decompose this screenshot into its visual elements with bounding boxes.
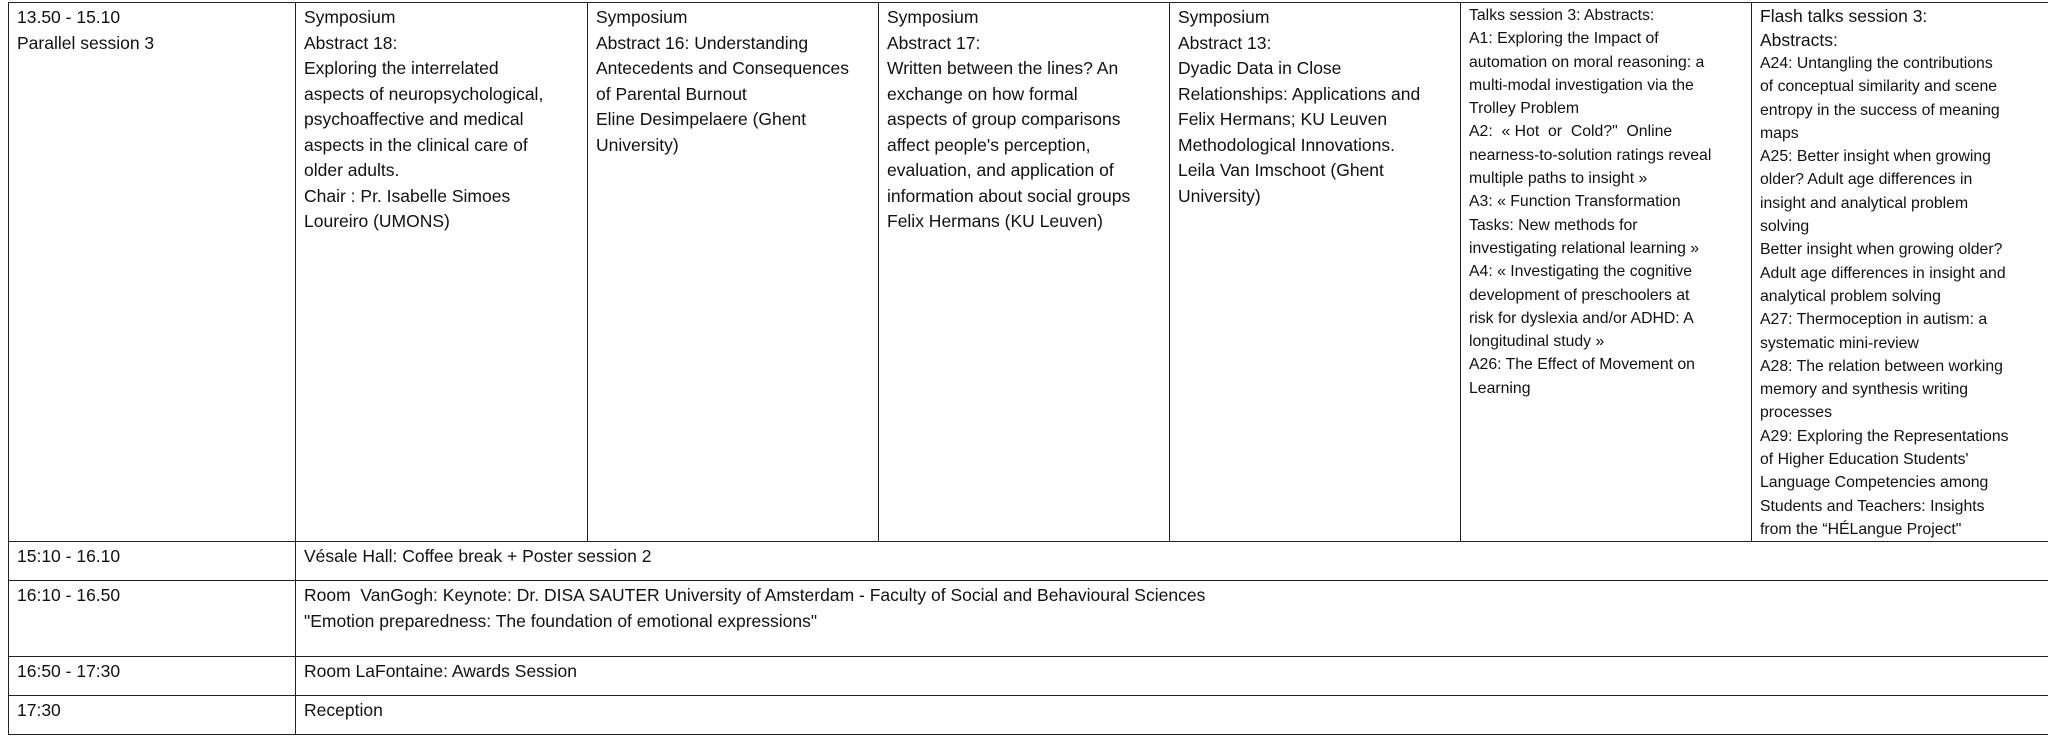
abstract-line: of Parental Burnout: [596, 83, 747, 104]
abstract-line: insight and analytical problem: [1760, 194, 1969, 212]
symposium-type: Symposium: [1178, 7, 1270, 27]
coffee-row: [9, 542, 2048, 581]
abstract-number: Abstract 17:: [887, 32, 981, 53]
awards-row: [9, 657, 2048, 696]
symposium-cell: [1170, 3, 1461, 542]
abstract-line: automation on moral reasoning: a: [1469, 53, 1705, 71]
abstract-line: Antecedents and Consequences: [596, 58, 849, 78]
abstract-line: of conceptual similarity and scene: [1760, 78, 1998, 96]
abstract-line: University): [596, 134, 679, 155]
abstract-line: Trolley Problem: [1469, 100, 1580, 118]
abstract-line: evaluation, and application of: [887, 160, 1114, 180]
abstract-line: A29: Exploring the Representations: [1760, 427, 2009, 445]
abstract-line: analytical problem solving: [1760, 287, 1941, 305]
symposium-type: Symposium: [887, 7, 979, 27]
abstract-line: systematic mini-review: [1760, 334, 1919, 352]
abstract-line: multi-modal investigation via the: [1469, 76, 1694, 94]
abstract-line: A27: Thermoception in autism: a: [1760, 311, 1988, 329]
abstract-line: A24: Untangling the contributions: [1760, 55, 1993, 72]
abstract-line: maps: [1760, 124, 1799, 142]
symposium-cell: [588, 3, 879, 542]
flash-list: [1760, 52, 2040, 541]
abstract-line: University): [1178, 185, 1261, 206]
abstract-line: Felix Hermans (KU Leuven): [887, 211, 1103, 231]
abstract-line: A3: « Function Transformation: [1469, 193, 1681, 211]
abstract-line: of Higher Education Students': [1760, 451, 1969, 469]
abstract-number: Abstract 13:: [1178, 32, 1272, 53]
awards-text: Room LaFontaine: Awards Session: [296, 657, 2048, 696]
abstract-line: development of preschoolers at: [1469, 286, 1690, 304]
talks-cell: [1461, 3, 1752, 542]
abstract-line: A25: Better insight when growing: [1760, 148, 1991, 166]
abstract-line: longitudinal study »: [1469, 333, 1605, 351]
abstract-line: older adults.: [304, 160, 400, 180]
keynote-time: 16:10 - 16.50: [9, 581, 296, 657]
abstract-line: information about social groups: [887, 185, 1131, 206]
abstract-line: Tasks: New methods for: [1469, 216, 1638, 234]
abstract-line: entropy in the success of meaning: [1760, 101, 2000, 119]
abstract-line: investigating relational learning »: [1469, 239, 1700, 257]
abstract-line: older? Adult age differences in: [1760, 171, 1973, 189]
abstract-line: processes: [1760, 404, 1832, 422]
parallel-session-row: [9, 3, 2048, 542]
coffee-text: Vésale Hall: Coffee break + Poster session 2: [296, 542, 2048, 581]
abstract-line: Students and Teachers: Insights: [1760, 497, 1985, 515]
keynote-line1: Room VanGogh: Keynote: Dr. DISA SAUTER University of Amsterdam - Faculty of Social and Behavioural Sciences: [304, 585, 1206, 606]
abstract-line: multiple paths to insight »: [1469, 170, 1648, 188]
schedule-table: [8, 2, 2048, 735]
reception-row: [9, 696, 2048, 735]
talks-list: [1469, 27, 1743, 400]
abstract-line: Chair : Pr. Isabelle Simoes: [304, 185, 511, 206]
abstract-line: Relationships: Applications and: [1178, 83, 1421, 104]
abstract-line: exchange on how formal: [887, 83, 1078, 104]
abstract-line: Methodological Innovations.: [1178, 134, 1395, 155]
abstract-line: A26: The Effect of Movement on: [1469, 356, 1695, 374]
keynote-cell: [296, 581, 2048, 657]
flash-talks-cell: [1752, 3, 2048, 542]
keynote-row: [9, 581, 2048, 657]
abstract-line: risk for dyslexia and/or ADHD: A: [1469, 309, 1694, 327]
abstract-line: solving: [1760, 218, 1810, 236]
awards-time: 16:50 - 17:30: [9, 657, 296, 696]
abstract-line: nearness-to-solution ratings reveal: [1469, 146, 1712, 164]
abstract-line: A4: « Investigating the cognitive: [1469, 263, 1693, 281]
abstract-number: Abstract 18:: [304, 32, 398, 53]
keynote-line2: "Emotion preparedness: The foundation of emotional expressions": [304, 610, 818, 631]
abstract-line: A28: The relation between working: [1760, 357, 2003, 375]
abstract-line: aspects in the clinical care of: [304, 134, 528, 155]
abstract-line: Learning: [1469, 379, 1531, 397]
symposium-type: Symposium: [304, 7, 396, 27]
flash-subtitle: Abstracts:: [1760, 30, 1838, 50]
abstract-line: Better insight when growing older?: [1760, 241, 2003, 259]
abstract-line: Written between the lines? An: [887, 58, 1119, 78]
symposium-cell: [296, 3, 588, 542]
abstract-line: A1: Exploring the Impact of: [1469, 30, 1659, 48]
talks-title: Talks session 3: Abstracts:: [1469, 7, 1655, 24]
reception-time: 17:30: [9, 696, 296, 735]
abstract-line: psychoaffective and medical: [304, 109, 524, 129]
session-label: Parallel session 3: [17, 32, 155, 53]
abstract-line: affect people's perception,: [887, 134, 1091, 155]
symposium-cell: [879, 3, 1170, 542]
flash-title: Flash talks session 3:: [1760, 6, 1928, 26]
abstract-line: aspects of group comparisons: [887, 109, 1121, 129]
abstract-line: memory and synthesis writing: [1760, 381, 1969, 399]
abstract-line: aspects of neuropsychological,: [304, 83, 544, 104]
abstract-line: Dyadic Data in Close: [1178, 58, 1342, 78]
session-time: 13.50 - 15.10: [17, 7, 121, 27]
abstract-line: Felix Hermans; KU Leuven: [1178, 109, 1388, 129]
abstract-line: from the “HÉLangue Project": [1760, 520, 1962, 538]
abstract-line: Exploring the interrelated: [304, 58, 499, 78]
abstract-line: Leila Van Imschoot (Ghent: [1178, 160, 1384, 180]
coffee-time: 15:10 - 16.10: [9, 542, 296, 581]
symposium-type: Symposium: [596, 7, 688, 27]
reception-text: Reception: [296, 696, 2048, 735]
time-cell: [9, 3, 296, 542]
abstract-line: Loureiro (UMONS): [304, 211, 450, 231]
abstract-line: Eline Desimpelaere (Ghent: [596, 109, 807, 129]
abstract-number: Abstract 16: Understanding: [596, 32, 809, 53]
abstract-line: Language Competencies among: [1760, 474, 1989, 492]
abstract-line: Adult age differences in insight and: [1760, 264, 2006, 282]
abstract-line: A2: « Hot or Cold?" Online: [1469, 123, 1673, 141]
